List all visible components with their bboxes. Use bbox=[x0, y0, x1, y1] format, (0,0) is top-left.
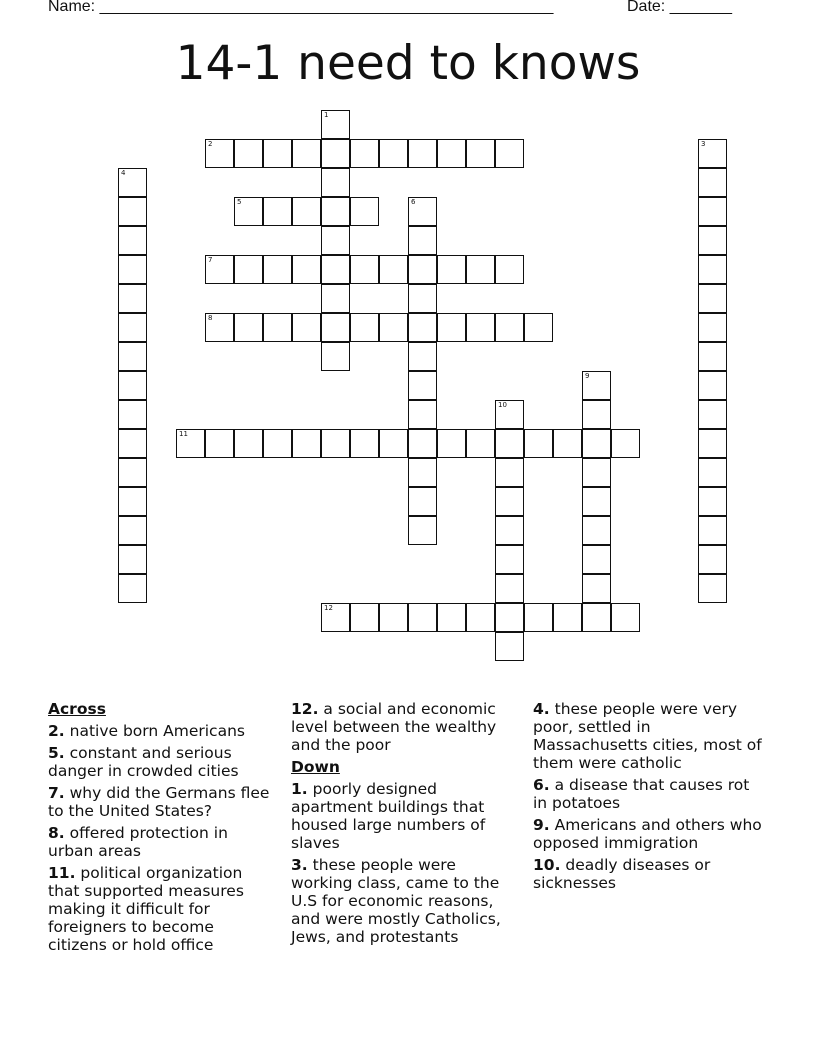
grid-cell[interactable] bbox=[408, 371, 437, 400]
grid-cell[interactable] bbox=[234, 139, 263, 168]
grid-cell[interactable] bbox=[234, 255, 263, 284]
grid-cell[interactable] bbox=[611, 603, 640, 632]
grid-cell[interactable] bbox=[118, 516, 147, 545]
grid-cell[interactable] bbox=[437, 313, 466, 342]
grid-cell[interactable] bbox=[495, 429, 524, 458]
grid-cell[interactable] bbox=[118, 226, 147, 255]
grid-cell[interactable] bbox=[176, 429, 205, 458]
grid-cell[interactable] bbox=[582, 516, 611, 545]
clues-column-2 bbox=[291, 700, 521, 950]
clues-column-3 bbox=[533, 700, 768, 896]
grid-cell[interactable] bbox=[118, 574, 147, 603]
grid-cell[interactable] bbox=[234, 197, 263, 226]
grid-cell[interactable] bbox=[495, 487, 524, 516]
clue-number: 5 bbox=[237, 198, 242, 206]
grid-cell[interactable] bbox=[350, 255, 379, 284]
grid-cell[interactable] bbox=[321, 139, 350, 168]
grid-cell[interactable] bbox=[495, 400, 524, 429]
grid-cell[interactable] bbox=[495, 632, 524, 661]
grid-cell[interactable] bbox=[408, 197, 437, 226]
clue-across-2: 2. native born Americans bbox=[48, 722, 245, 740]
grid-cell[interactable] bbox=[582, 371, 611, 400]
grid-cell[interactable] bbox=[466, 139, 495, 168]
grid-cell[interactable] bbox=[321, 429, 350, 458]
grid-cell[interactable] bbox=[495, 516, 524, 545]
clue-down-1: 1. poorly designed apartment buildings that housed large numbers of slaves bbox=[291, 780, 486, 852]
grid-cell[interactable] bbox=[582, 400, 611, 429]
grid-cell[interactable] bbox=[263, 429, 292, 458]
grid-cell[interactable] bbox=[408, 458, 437, 487]
grid-cell[interactable] bbox=[205, 429, 234, 458]
grid-cell[interactable] bbox=[408, 313, 437, 342]
clue-down-4: 4. these people were very poor, settled in Massachusetts cities, most of them were catholic bbox=[533, 700, 762, 772]
grid-cell[interactable] bbox=[408, 487, 437, 516]
clue-number: 1 bbox=[324, 111, 329, 119]
grid-cell[interactable] bbox=[698, 429, 727, 458]
grid-cell[interactable] bbox=[524, 313, 553, 342]
grid-cell[interactable] bbox=[292, 139, 321, 168]
page-title: 14-1 need to knows bbox=[175, 36, 641, 91]
grid-cell[interactable] bbox=[321, 313, 350, 342]
grid-cell[interactable] bbox=[582, 545, 611, 574]
grid-cell[interactable] bbox=[582, 429, 611, 458]
grid-cell[interactable] bbox=[408, 139, 437, 168]
grid-cell[interactable] bbox=[437, 603, 466, 632]
grid-cell[interactable] bbox=[321, 603, 350, 632]
grid-cell[interactable] bbox=[379, 313, 408, 342]
grid-cell[interactable] bbox=[292, 313, 321, 342]
grid-cell[interactable] bbox=[408, 255, 437, 284]
grid-cell[interactable] bbox=[698, 284, 727, 313]
grid-cell[interactable] bbox=[698, 545, 727, 574]
name-field-label: Name: ___________________________________________________ bbox=[48, 0, 554, 15]
grid-cell[interactable] bbox=[611, 429, 640, 458]
grid-cell[interactable] bbox=[350, 139, 379, 168]
grid-cell[interactable] bbox=[379, 429, 408, 458]
grid-cell[interactable] bbox=[118, 487, 147, 516]
grid-cell[interactable] bbox=[408, 429, 437, 458]
grid-cell[interactable] bbox=[321, 226, 350, 255]
grid-cell[interactable] bbox=[495, 139, 524, 168]
clue-number: 2 bbox=[208, 140, 213, 148]
grid-cell[interactable] bbox=[582, 487, 611, 516]
grid-cell[interactable] bbox=[321, 197, 350, 226]
grid-cell[interactable] bbox=[408, 342, 437, 371]
grid-cell[interactable] bbox=[495, 545, 524, 574]
grid-cell[interactable] bbox=[379, 603, 408, 632]
grid-cell[interactable] bbox=[698, 313, 727, 342]
grid-cell[interactable] bbox=[350, 197, 379, 226]
grid-cell[interactable] bbox=[466, 603, 495, 632]
grid-cell[interactable] bbox=[408, 226, 437, 255]
grid-cell[interactable] bbox=[553, 603, 582, 632]
grid-cell[interactable] bbox=[118, 400, 147, 429]
clue-across-7: 7. why did the Germans flee to the United States? bbox=[48, 784, 270, 820]
grid-cell[interactable] bbox=[698, 197, 727, 226]
grid-cell[interactable] bbox=[118, 284, 147, 313]
grid-cell[interactable] bbox=[118, 342, 147, 371]
grid-cell[interactable] bbox=[292, 197, 321, 226]
grid-cell[interactable] bbox=[698, 255, 727, 284]
grid-cell[interactable] bbox=[263, 197, 292, 226]
grid-cell[interactable] bbox=[408, 603, 437, 632]
grid-cell[interactable] bbox=[379, 255, 408, 284]
grid-cell[interactable] bbox=[698, 168, 727, 197]
grid-cell[interactable] bbox=[321, 255, 350, 284]
clue-down-10: 10. deadly diseases or sicknesses bbox=[533, 856, 711, 892]
grid-cell[interactable] bbox=[698, 139, 727, 168]
grid-cell[interactable] bbox=[118, 429, 147, 458]
clue-across-5: 5. constant and serious danger in crowded cities bbox=[48, 744, 239, 780]
date-field-label: Date: _______ bbox=[627, 0, 732, 15]
grid-cell[interactable] bbox=[698, 516, 727, 545]
grid-cell[interactable] bbox=[379, 139, 408, 168]
grid-cell[interactable] bbox=[292, 255, 321, 284]
grid-cell[interactable] bbox=[698, 487, 727, 516]
grid-cell[interactable] bbox=[234, 429, 263, 458]
grid-cell[interactable] bbox=[698, 458, 727, 487]
grid-cell[interactable] bbox=[350, 313, 379, 342]
grid-cell[interactable] bbox=[495, 603, 524, 632]
grid-cell[interactable] bbox=[698, 342, 727, 371]
clue-across-8: 8. offered protection in urban areas bbox=[48, 824, 228, 860]
clue-number: 7 bbox=[208, 256, 213, 264]
clue-across-11: 11. political organization that supported measures making it difficult for foreigners to become citizens or hold office bbox=[48, 864, 244, 954]
grid-cell[interactable] bbox=[234, 313, 263, 342]
grid-cell[interactable] bbox=[408, 284, 437, 313]
grid-cell[interactable] bbox=[582, 458, 611, 487]
grid-cell[interactable] bbox=[205, 313, 234, 342]
grid-cell[interactable] bbox=[118, 313, 147, 342]
grid-cell[interactable] bbox=[321, 168, 350, 197]
grid-cell[interactable] bbox=[118, 545, 147, 574]
grid-cell[interactable] bbox=[437, 429, 466, 458]
grid-cell[interactable] bbox=[408, 400, 437, 429]
clue-number: 8 bbox=[208, 314, 213, 322]
clues-column-1 bbox=[48, 700, 273, 958]
grid-cell[interactable] bbox=[350, 429, 379, 458]
grid-cell[interactable] bbox=[321, 110, 350, 139]
grid-cell[interactable] bbox=[698, 400, 727, 429]
grid-cell[interactable] bbox=[437, 139, 466, 168]
grid-cell[interactable] bbox=[698, 226, 727, 255]
down-heading: Down bbox=[291, 758, 340, 776]
grid-cell[interactable] bbox=[118, 197, 147, 226]
grid-cell[interactable] bbox=[350, 603, 379, 632]
grid-cell[interactable] bbox=[263, 139, 292, 168]
clue-number: 9 bbox=[585, 372, 590, 380]
grid-cell[interactable] bbox=[582, 603, 611, 632]
clue-down-9: 9. Americans and others who opposed immigration bbox=[533, 816, 762, 852]
grid-cell[interactable] bbox=[698, 574, 727, 603]
grid-cell[interactable] bbox=[263, 313, 292, 342]
clue-number: 3 bbox=[701, 140, 706, 148]
grid-cell[interactable] bbox=[495, 313, 524, 342]
clue-number: 6 bbox=[411, 198, 416, 206]
clue-down-3: 3. these people were working class, came to the U.S for economic reasons, and were mostly Catholics, Jews, and protestants bbox=[291, 856, 501, 946]
grid-cell[interactable] bbox=[495, 255, 524, 284]
grid-cell[interactable] bbox=[118, 168, 147, 197]
grid-cell[interactable] bbox=[466, 255, 495, 284]
grid-cell[interactable] bbox=[263, 255, 292, 284]
grid-cell[interactable] bbox=[495, 458, 524, 487]
across-heading: Across bbox=[48, 700, 106, 718]
clue-number: 10 bbox=[498, 401, 507, 409]
grid-cell[interactable] bbox=[553, 429, 582, 458]
grid-cell[interactable] bbox=[118, 255, 147, 284]
clue-across-12: 12. a social and economic level between the wealthy and the poor bbox=[291, 700, 497, 754]
grid-cell[interactable] bbox=[495, 574, 524, 603]
grid-cell[interactable] bbox=[205, 139, 234, 168]
grid-cell[interactable] bbox=[582, 574, 611, 603]
clue-down-6: 6. a disease that causes rot in potatoes bbox=[533, 776, 750, 812]
grid-cell[interactable] bbox=[321, 284, 350, 313]
grid-cell[interactable] bbox=[118, 371, 147, 400]
grid-cell[interactable] bbox=[698, 371, 727, 400]
grid-cell[interactable] bbox=[466, 313, 495, 342]
grid-cell[interactable] bbox=[321, 342, 350, 371]
grid-cell[interactable] bbox=[205, 255, 234, 284]
clue-number: 11 bbox=[179, 430, 188, 438]
grid-cell[interactable] bbox=[466, 429, 495, 458]
clue-number: 4 bbox=[121, 169, 126, 177]
grid-cell[interactable] bbox=[437, 255, 466, 284]
grid-cell[interactable] bbox=[524, 429, 553, 458]
clue-number: 12 bbox=[324, 604, 333, 612]
grid-cell[interactable] bbox=[524, 603, 553, 632]
grid-cell[interactable] bbox=[408, 516, 437, 545]
grid-cell[interactable] bbox=[118, 458, 147, 487]
grid-cell[interactable] bbox=[292, 429, 321, 458]
